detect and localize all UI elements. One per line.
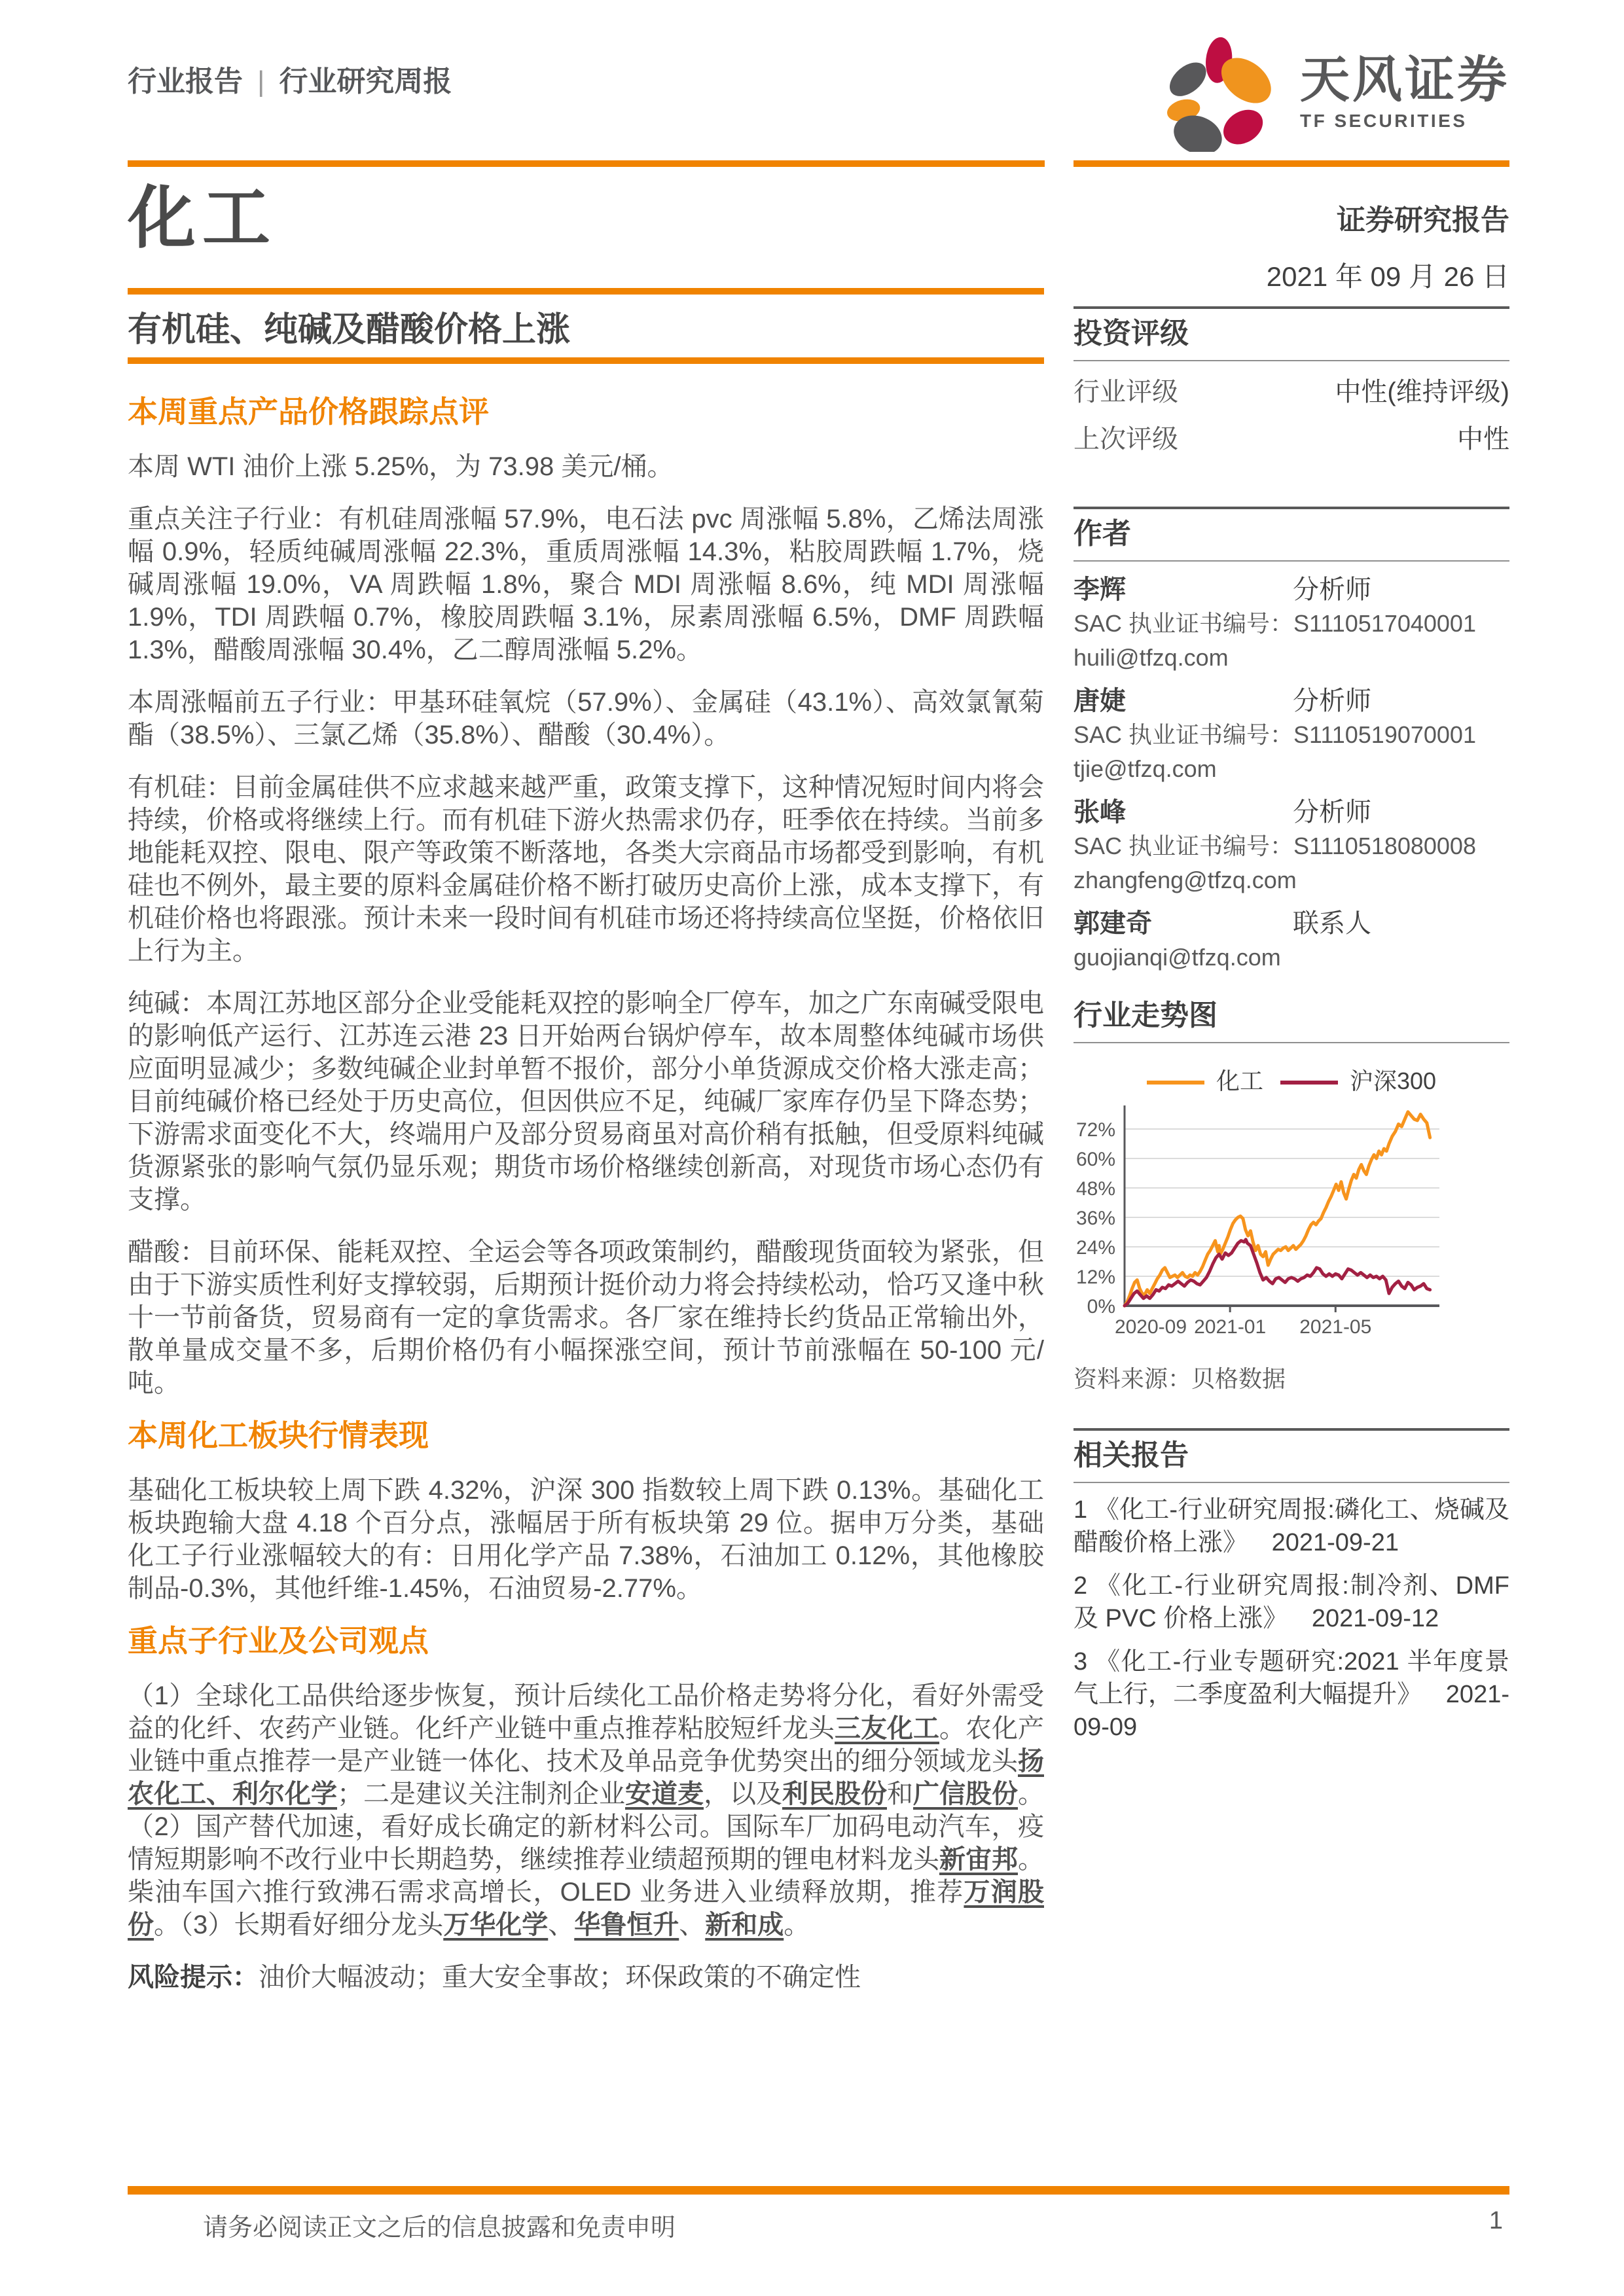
- y-tick-label: 24%: [1075, 1237, 1115, 1259]
- text-segment: 。柴油车国六推行致沸石需求高增长，OLED 业务进入业绩释放期，推荐: [128, 1845, 1044, 1907]
- spacer: [1074, 1394, 1509, 1416]
- rating-value: 中性: [1457, 425, 1509, 454]
- masthead: [128, 58, 452, 99]
- divider-line: [1074, 560, 1509, 562]
- y-tick-label: 60%: [1075, 1149, 1115, 1170]
- author-entry: [1074, 908, 1509, 973]
- author-cert: SAC 执业证书编号：S1110519070001: [1074, 721, 1476, 748]
- spacer: [1074, 456, 1509, 495]
- author-role: 分析师: [1293, 575, 1371, 604]
- author-role: 联系人: [1293, 909, 1371, 938]
- rating-label: 行业评级: [1074, 378, 1178, 406]
- author-email: guojianqi@tfzq.com: [1074, 944, 1281, 971]
- sidebar: [1074, 196, 1509, 1744]
- rating-row-industry: [1074, 376, 1509, 408]
- brand-name-cn: 天风证券: [1300, 52, 1509, 109]
- stock-name: 广信股份: [913, 1780, 1018, 1808]
- text-segment: 和: [887, 1780, 913, 1808]
- page-number: 1: [1489, 2207, 1503, 2234]
- report-date: 2021 年 09 月 26 日: [1266, 261, 1509, 292]
- section-heading-key-views: 重点子行业及公司观点: [128, 1624, 429, 1658]
- chart-source: 资料来源：贝格数据: [1074, 1365, 1286, 1392]
- y-tick-label: 48%: [1075, 1178, 1115, 1200]
- industry-title: 化工: [128, 181, 278, 257]
- author-name: 唐婕: [1074, 687, 1126, 715]
- stock-name: 三友化工: [835, 1714, 939, 1743]
- report-title: 《化工-行业研究周报:制冷剂、DMF 及 PVC 价格上涨》: [1074, 1572, 1509, 1632]
- divider-line: [1074, 306, 1509, 309]
- stock-name: 万华化学: [443, 1910, 549, 1939]
- stock-name: 新宙邦: [939, 1845, 1018, 1874]
- stock-name: 利民股份: [782, 1780, 887, 1808]
- x-tick-label: 2021-01: [1194, 1316, 1267, 1338]
- risk-label: 风险提示：: [128, 1963, 259, 1992]
- author-email: tjie@tfzq.com: [1074, 755, 1217, 782]
- legend-swatch-chemical: [1147, 1081, 1204, 1085]
- report-date: 2021-09-09: [1074, 1681, 1509, 1741]
- paragraph-top5: 本周涨幅前五子行业：甲基环硅氧烷（57.9%）、金属硅（43.1%）、高效氯氰菊酯（38.5%）、三氯乙烯（35.8%）、醋酸（30.4%）。: [128, 688, 1044, 749]
- stock-name: 安道麦: [625, 1780, 704, 1808]
- main-column: [128, 181, 1044, 2013]
- x-tick-label: 2020-09: [1114, 1316, 1187, 1338]
- author-email: huili@tfzq.com: [1074, 644, 1229, 671]
- author-entry: [1074, 575, 1509, 673]
- y-tick-label: 12%: [1075, 1266, 1115, 1288]
- subtitle-rule: [128, 357, 1044, 364]
- divider-line: [1074, 507, 1509, 509]
- stock-name: 华鲁恒升: [574, 1910, 679, 1939]
- text-segment: 。: [784, 1910, 810, 1939]
- report-num: 3: [1074, 1648, 1088, 1676]
- industry-trend-chart: [1074, 1096, 1509, 1348]
- brand-name-en: TF SECURITIES: [1300, 110, 1468, 131]
- related-report-item[interactable]: [1074, 1494, 1509, 1559]
- y-tick-label: 72%: [1075, 1119, 1115, 1141]
- tf-flower-logo-icon: [1159, 34, 1283, 152]
- author-entry: [1074, 686, 1509, 784]
- paragraph-acetic-acid: 醋酸：目前环保、能耗双控、全运会等各项政策制约，醋酸现货面较为紧张，但由于下游实质性利好支撑较弱，后期预计挺价动力将会持续松动，恰巧又逢中秋十一节前备货，贸易商有一定的拿货需求。各厂家在维持长约货品正常输出外，散单量成交量不多，后期价格仍有小幅探涨空间，预计节前涨幅在 50-100 元/吨。: [128, 1238, 1044, 1397]
- author-role: 分析师: [1293, 687, 1371, 715]
- rating-section-title: 投资评级: [1074, 317, 1189, 350]
- rating-value: 中性(维持评级): [1335, 378, 1509, 406]
- report-category-label: 证券研究报告: [1337, 204, 1509, 236]
- legend-swatch-csi300: [1280, 1081, 1338, 1085]
- header-rule-right: [1074, 160, 1509, 167]
- text-segment: 。农化产业链中重点推荐一是产业链一体化、技术及单品竞争优势突出的细分领域龙头: [128, 1714, 1044, 1776]
- author-email: zhangfeng@tfzq.com: [1074, 867, 1297, 893]
- related-report-item[interactable]: [1074, 1645, 1509, 1744]
- text-segment: （1）全球化工品供给逐步恢复，预计后续化工品价格走势将分化，看好外需受益的化纤、农药产业链。化纤产业链中重点推荐粘胶短纤龙头: [128, 1681, 1044, 1743]
- legend-item-chemical: [1147, 1063, 1263, 1096]
- report-title: 《化工-行业专题研究:2021 半年度景气上行，二季度盈利大幅提升》: [1074, 1648, 1509, 1708]
- risk-statement: [128, 1961, 1044, 1994]
- author-name: 李辉: [1074, 575, 1126, 604]
- paragraph-subindustries: 重点关注子行业：有机硅周涨幅 57.9%，电石法 pvc 周涨幅 5.8%，乙烯法周涨幅 0.9%，轻质纯碱周涨幅 22.3%，重质周涨幅 14.3%，粘胶周跌幅 1.7%，烧碱周涨幅 19.0%，VA 周跌幅 1.8%，聚合 MDI 周涨幅 8.6%，纯 MDI 周涨幅 1.9%，TDI 周跌幅 0.7%，橡胶周跌幅 3.1%，尿素周涨幅 6.5%，DMF 周跌幅 1.3%，醋酸周涨幅 30.4%，乙二醇周涨幅 5.2%。: [128, 505, 1044, 664]
- title-rule: [128, 288, 1044, 295]
- report-date: 2021-09-12: [1311, 1605, 1439, 1632]
- authors-section-title: 作者: [1074, 518, 1131, 550]
- author-entry: [1074, 797, 1509, 895]
- masthead-divider: |: [257, 65, 265, 98]
- legend-label: 化工: [1216, 1067, 1263, 1094]
- author-role: 分析师: [1293, 798, 1371, 827]
- brand-logo: [1159, 34, 1509, 152]
- footer-disclaimer: 请务必阅读正文之后的信息披露和免责申明: [203, 2214, 676, 2242]
- rating-label: 上次评级: [1074, 425, 1178, 454]
- y-tick-label: 0%: [1087, 1296, 1115, 1318]
- trend-section-title: 行业走势图: [1074, 999, 1218, 1031]
- divider-line: [1074, 1482, 1509, 1483]
- chart-legend: [1074, 1063, 1509, 1096]
- report-subtype-label: 行业研究周报: [279, 65, 452, 98]
- report-subtitle: 有机硅、纯碱及醋酸价格上涨: [128, 311, 571, 349]
- stock-name: 新和成: [705, 1910, 784, 1939]
- section-heading-price-tracking: 本周重点产品价格跟踪点评: [128, 395, 489, 429]
- report-date: 2021-09-21: [1271, 1529, 1399, 1556]
- author-name: 郭建奇: [1074, 909, 1152, 938]
- stock-name: 万润股份: [128, 1878, 1044, 1939]
- legend-label: 沪深300: [1349, 1067, 1437, 1094]
- related-report-item[interactable]: [1074, 1570, 1509, 1635]
- footer-rule: [128, 2186, 1509, 2195]
- text-segment: 。（3）长期看好细分龙头: [154, 1910, 444, 1939]
- risk-text: 油价大幅波动；重大安全事故；环保政策的不确定性: [259, 1963, 861, 1992]
- paragraph-key-views: [128, 1679, 1044, 1941]
- divider-line: [1074, 1042, 1509, 1043]
- divider-line: [1074, 1428, 1509, 1431]
- text-segment: ，以及: [704, 1780, 782, 1808]
- text-segment: 、: [679, 1910, 706, 1939]
- text-segment: 、: [548, 1910, 575, 1939]
- rating-row-previous: [1074, 423, 1509, 456]
- report-num: 2: [1074, 1572, 1088, 1600]
- header-rule-left: [128, 160, 1045, 167]
- paragraph-wti: 本周 WTI 油价上涨 5.25%，为 73.98 美元/桶。: [128, 452, 674, 481]
- reports-section-title: 相关报告: [1074, 1439, 1189, 1471]
- y-tick-label: 36%: [1075, 1208, 1115, 1229]
- x-tick-label: 2021-05: [1299, 1316, 1372, 1338]
- stock-name: 扬农化工、利尔化学: [128, 1747, 1044, 1808]
- author-name: 张峰: [1074, 798, 1126, 827]
- paragraph-sector-performance: 基础化工板块较上周下跌 4.32%，沪深 300 指数较上周下跌 0.13%。基础化工板块跑输大盘 4.18 个百分点，涨幅居于所有板块第 29 位。据申万分类，基础化工子行业涨幅较大的有：日用化学产品 7.38%，石油加工 0.12%，其他橡胶制品-0.3%，其他纤维-1.45%，石油贸易-2.77%。: [128, 1476, 1044, 1603]
- text-segment: ；二是建议关注制剂企业: [337, 1780, 625, 1808]
- author-cert: SAC 执业证书编号：S1110518080008: [1074, 833, 1476, 859]
- paragraph-silicone: 有机硅：目前金属硅供不应求越来越严重，政策支撑下，这种情况短时间内将会持续，价格或将继续上行。而有机硅下游火热需求仍存，旺季依在持续。当前多地能耗双控、限电、限产等政策不断落地，各类大宗商品市场都受到影响，有机硅也不例外，最主要的原料金属硅价格不断打破历史高价上涨，成本支撑下，有机硅价格也将跟涨。预计未来一段时间有机硅市场还将持续高位坚挺，价格依旧上行为主。: [128, 773, 1044, 965]
- author-cert: SAC 执业证书编号：S1110517040001: [1074, 610, 1476, 637]
- divider-line: [1074, 360, 1509, 361]
- brand-text: [1300, 54, 1509, 132]
- paragraph-soda-ash: 纯碱：本周江苏地区部分企业受能耗双控的影响全厂停车，加之广东南碱受限电的影响低产运行、江苏连云港 23 日开始两台锅炉停车，故本周整体纯碱市场供应面明显减少；多数纯碱企业封单暂不报价，部分小单货源成交价格大涨走高；目前纯碱价格已经处于历史高位，但因供应不足，纯碱厂家库存仍呈下降态势；下游需求面变化不大，终端用户及部分贸易商虽对高价稍有抵触，但受原料纯碱货源紧张的影响气氛仍显乐观；期货市场价格继续创新高，对现货市场心态仍有支撑。: [128, 989, 1044, 1214]
- section-heading-sector-performance: 本周化工板块行情表现: [128, 1418, 429, 1452]
- text-segment: 。（2）国产替代加速，看好成长确定的新材料公司。国际车厂加码电动汽车，疫情短期影响不改行业中长期趋势，继续推荐业绩超预期的锂电材料龙头: [128, 1780, 1044, 1874]
- legend-item-csi300: [1280, 1063, 1436, 1096]
- report-num: 1: [1074, 1496, 1088, 1524]
- report-title: 《化工-行业研究周报:磷化工、烧碱及醋酸价格上涨》: [1074, 1496, 1509, 1556]
- report-type-label: 行业报告: [128, 65, 243, 98]
